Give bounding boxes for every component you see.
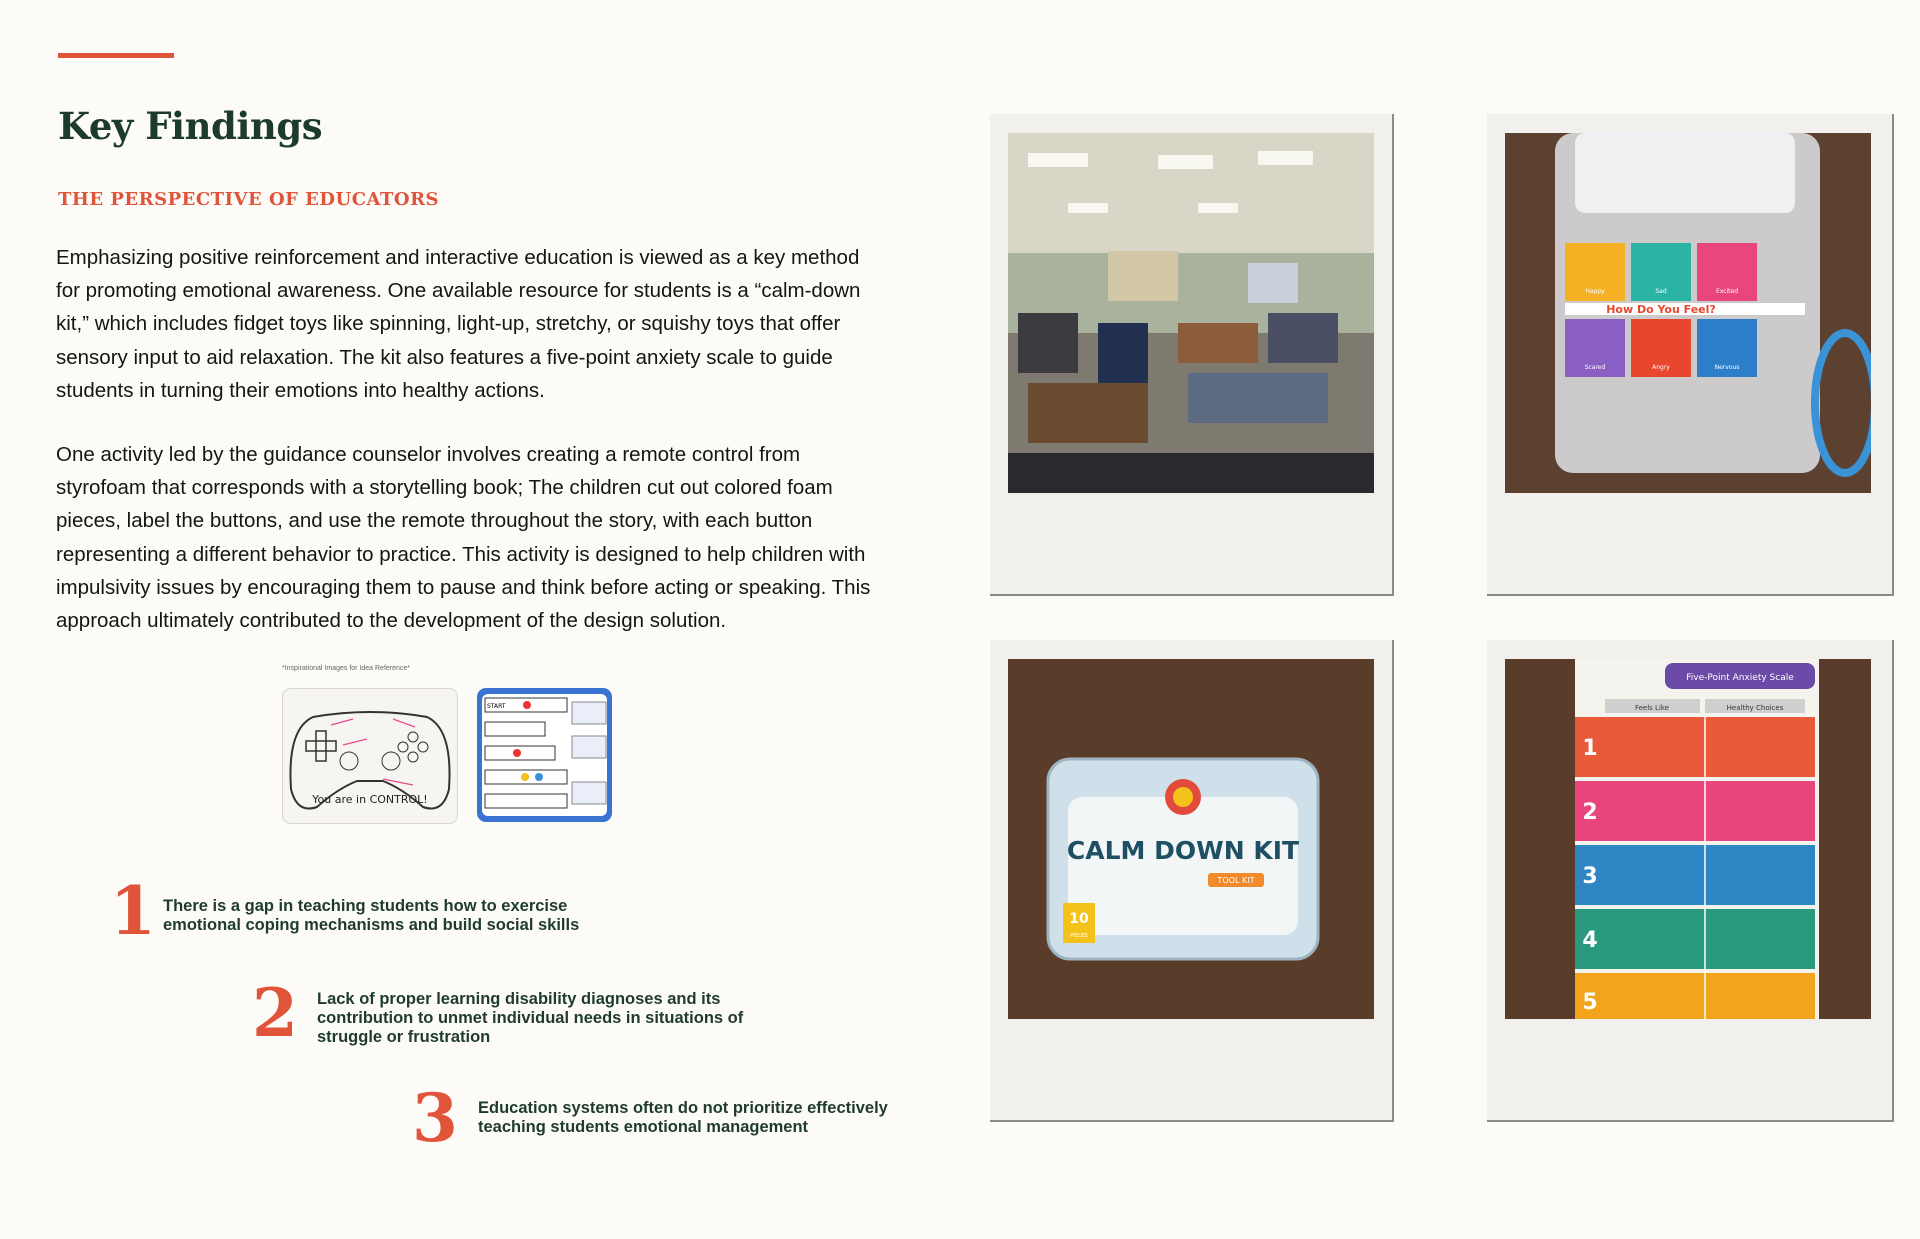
scale-row-2 bbox=[1575, 781, 1815, 841]
scale-col-feels: Feels Like bbox=[1634, 704, 1670, 712]
finding-number-3: 3 bbox=[412, 1079, 458, 1157]
feeling-label-nervous: Nervous bbox=[1714, 364, 1740, 371]
anxiety-scale-photo bbox=[1505, 659, 1871, 1019]
finding-text-3: Education systems often do not prioritize effectively teaching students emotional management bbox=[478, 1099, 888, 1136]
calm-down-kit-photo bbox=[1008, 659, 1374, 1019]
kit-count: 10 bbox=[1069, 911, 1089, 927]
finding-number-1: 1 bbox=[110, 872, 156, 950]
finding-number-2: 2 bbox=[252, 974, 298, 1052]
scale-level-1: 1 bbox=[1582, 736, 1598, 761]
inspiration-caption: *Inspirational Images for Idea Reference* bbox=[282, 665, 411, 672]
feeling-label-angry: Angry bbox=[1652, 364, 1670, 371]
board-game-drawing bbox=[477, 688, 612, 822]
kit-badge: TOOL KIT bbox=[1217, 876, 1255, 885]
scale-level-4: 4 bbox=[1582, 928, 1598, 953]
paragraph-remote-control-activity: One activity led by the guidance counselor involves creating a remote control from styrofoam that corresponds with a storytelling book; The children cut out colored foam pieces, label the buttons, and use the remote throughout the story, with each button representing a different behavior to practice. This activity is designed to help children with impulsivity issues by encouraging them to pause and think before acting or speaking. This approach ultimately contributed to the development of the design solution. bbox=[56, 443, 871, 633]
scale-row-1 bbox=[1575, 717, 1815, 777]
scale-level-3: 3 bbox=[1582, 864, 1598, 889]
paragraph-calm-down-kit: Emphasizing positive reinforcement and interactive education is viewed as a key method for promoting emotional awareness. One available resource for students is a “calm-down kit,” which includes fidget toys like spinning, light-up, stretchy, or squishy toys that offer sensory input to aid relaxation. The kit also features a five-point anxiety scale to guide students in turning their emotions into healthy actions. bbox=[56, 246, 861, 402]
board-start-label: START bbox=[487, 703, 506, 710]
scale-row-4 bbox=[1575, 909, 1815, 969]
section-subtitle: THE PERSPECTIVE OF EDUCATORS bbox=[58, 189, 440, 210]
finding-text-1: There is a gap in teaching students how to exercise emotional coping mechanisms and build social skills bbox=[163, 897, 580, 934]
classroom-photo bbox=[1008, 133, 1374, 493]
controller-drawing bbox=[283, 689, 457, 823]
feeling-label-scared: Scared bbox=[1584, 364, 1606, 371]
accent-rule bbox=[58, 53, 174, 58]
scale-level-2: 2 bbox=[1582, 800, 1598, 825]
photo-card-classroom bbox=[990, 114, 1394, 596]
kit-title: CALM DOWN KIT bbox=[1066, 836, 1300, 865]
controller-caption: You are in CONTROL! bbox=[312, 793, 428, 806]
page-title: Key Findings bbox=[58, 104, 323, 148]
photo-card-feelings bbox=[1487, 114, 1894, 596]
photo-card-calm-down-kit bbox=[990, 640, 1394, 1122]
photo-card-anxiety-scale bbox=[1487, 640, 1894, 1122]
scale-col-choices: Healthy Choices bbox=[1726, 704, 1784, 712]
feeling-label-sad: Sad bbox=[1655, 288, 1667, 295]
scale-row-5 bbox=[1575, 973, 1815, 1019]
feeling-label-happy: Happy bbox=[1585, 288, 1605, 295]
inspiration-board-game-image bbox=[477, 688, 612, 822]
feelings-question: How Do You Feel? bbox=[1606, 303, 1716, 316]
feelings-photo bbox=[1505, 133, 1871, 493]
scale-title: Five-Point Anxiety Scale bbox=[1686, 673, 1794, 683]
scale-level-5: 5 bbox=[1582, 990, 1598, 1015]
inspiration-controller-image bbox=[282, 688, 458, 824]
scale-row-3 bbox=[1575, 845, 1815, 905]
feeling-label-excited: Excited bbox=[1715, 288, 1739, 295]
kit-count-label: PIECES bbox=[1070, 933, 1088, 939]
finding-text-2: Lack of proper learning disability diagnoses and its contribution to unmet individual needs in situations of struggle or frustration bbox=[317, 990, 744, 1046]
